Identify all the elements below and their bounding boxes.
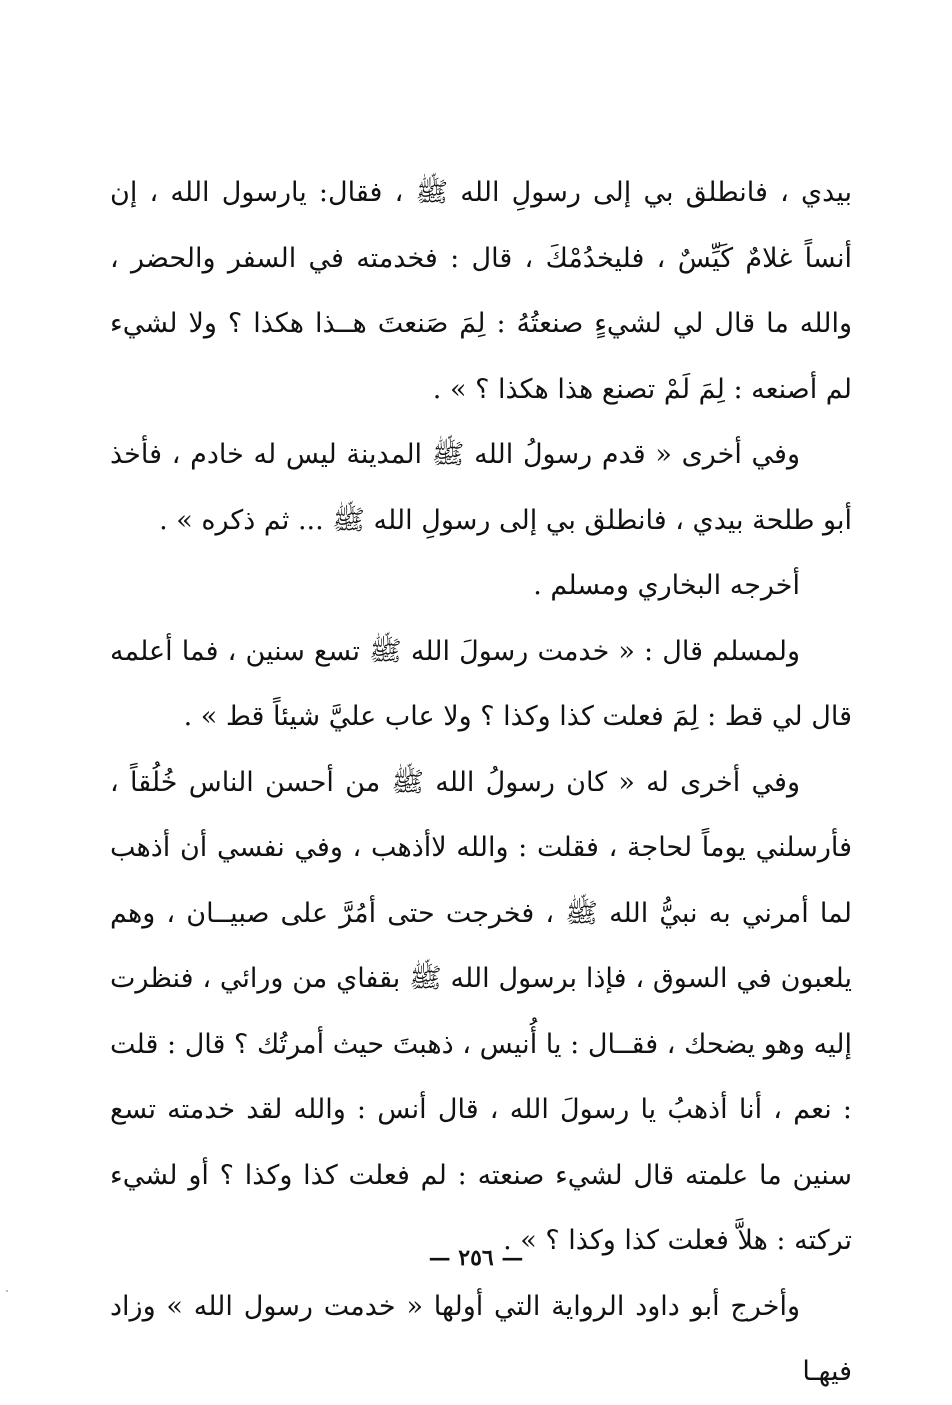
body-text <box>110 160 852 1405</box>
paragraph-3-source: أخرجه البخاري ومسلم . <box>533 570 800 601</box>
paragraph-5: وفي أخرى له « كان رسولُ الله ﷺ من أحسن الناس خُلُقاً ، فأرسلني يوماً لحاجة ، فقلت : والله لاأذهب ، وفي نفسي أن أذهب لما أمرني به نبيُّ الله ﷺ ، فخرجت حتى أمُرَّ على صبيــان ، وهم يلعبون في السوق ، فإذا برسول الله ﷺ بقفاي من ورائي ، فنظرت إليه وهو يضحك ، فقــال : يا أُنيس ، ذهبتَ حيث أمرتُك ؟ قال : قلت : نعم ، أنا أذهبُ يا رسولَ الله ، قال أنس : والله لقد خدمته تسع سنين ما علمته قال لشيء صنعته : لم فعلت كذا وكذا ؟ أو لشيء تركته : هلاَّ فعلت كذا وكذا ؟ » . <box>110 766 852 1256</box>
paragraph-2: وفي أخرى « قدم رسولُ الله ﷺ المدينة ليس له خادم ، فأخذ أبو طلحة بيدي ، فانطلق بي إلى رسولِ الله ﷺ ... ثم ذكره » . <box>110 439 852 536</box>
paragraph-4: ولمسلم قال : « خدمت رسولَ الله ﷺ تسع سنين ، فما أعلمه قال لي قط : لِمَ فعلت كذا وكذا ؟ ولا عاب عليَّ شيئاً قط » . <box>110 635 852 732</box>
paragraph-6: وأخرج أبو داود الرواية التي أولها « خدمت رسول الله » وزاد فيهـا <box>110 1290 852 1387</box>
paragraph-1: بيدي ، فانطلق بي إلى رسولِ الله ﷺ ، فقال: يارسول الله ، إن أنساً غلامٌ كَيِّسٌ ، فليخدُمْكَ ، قال : فخدمته في السفر والحضر ، والله ما قال لي لشيءٍ صنعتُهُ : لِمَ صَنعتَ هــذا هكذا ؟ ولا لشيء لم أصنعه : لِمَ لَمْ تصنع هذا هكذا ؟ » . <box>110 177 852 405</box>
scan-speck <box>6 1290 8 1292</box>
page-number: — ٢٥٦ — <box>428 1245 524 1271</box>
